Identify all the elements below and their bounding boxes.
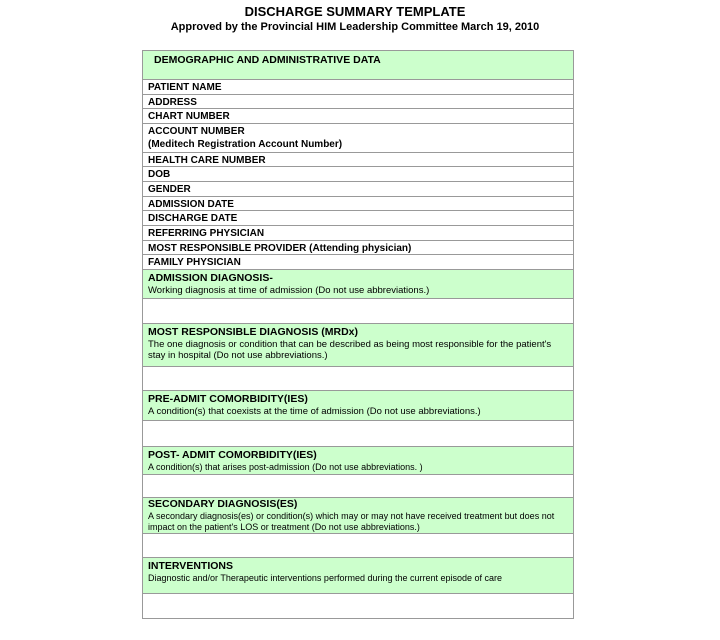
- pre-admit-comorbidities-entry[interactable]: [143, 421, 573, 447]
- section-interventions: [143, 558, 573, 594]
- field-label: DOB: [148, 169, 171, 180]
- admission-diagnosis-entry[interactable]: [143, 299, 573, 324]
- most-responsible-diagnosis-entry[interactable]: [143, 367, 573, 391]
- field-label: ADMISSION DATE: [148, 199, 234, 210]
- section-most-responsible-diagnosis: [143, 324, 573, 367]
- section-description: Diagnostic and/or Therapeutic interventions performed during the current episode of care: [148, 573, 503, 583]
- document-subtitle: Approved by the Provincial HIM Leadership Committee March 19, 2010: [170, 21, 540, 33]
- section-title: POST- ADMIT COMORBIDITY(IES): [148, 449, 317, 461]
- section-description: A condition(s) that arises post-admission (Do not use abbreviations. ): [148, 462, 423, 472]
- section-title: SECONDARY DIAGNOSIS(ES): [148, 498, 298, 510]
- section-title: MOST RESPONSIBLE DIAGNOSIS (MRDx): [148, 326, 359, 338]
- field-label: GENDER: [148, 184, 191, 195]
- section-description: A condition(s) that coexists at the time of admission (Do not use abbreviations.): [148, 406, 481, 417]
- field-patient-name[interactable]: [143, 80, 573, 95]
- field-label: MOST RESPONSIBLE PROVIDER (Attending physician): [148, 243, 412, 254]
- section-title: PRE-ADMIT COMORBIDITY(IES): [148, 393, 308, 405]
- field-gender[interactable]: [143, 182, 573, 197]
- section-description: The one diagnosis or condition that can be described as being most responsible for the patient's stay in hospital (Do not use abbreviations.): [148, 339, 552, 361]
- discharge-summary-table: [142, 50, 574, 619]
- field-discharge-date[interactable]: [143, 211, 573, 226]
- field-account-number[interactable]: [143, 124, 573, 153]
- section-title: ADMISSION DIAGNOSIS-: [148, 272, 273, 284]
- field-sublabel: (Meditech Registration Account Number): [148, 139, 343, 150]
- demographic-header: DEMOGRAPHIC AND ADMINISTRATIVE DATA: [143, 51, 573, 80]
- field-dob[interactable]: [143, 167, 573, 182]
- field-label: CHART NUMBER: [148, 111, 230, 122]
- field-health-care-number[interactable]: [143, 153, 573, 167]
- section-secondary-diagnoses: [143, 498, 573, 534]
- field-most-responsible-provider[interactable]: [143, 241, 573, 255]
- document-title: DISCHARGE SUMMARY TEMPLATE: [244, 4, 466, 19]
- field-referring-physician[interactable]: [143, 226, 573, 241]
- section-title: INTERVENTIONS: [148, 560, 233, 572]
- section-pre-admit-comorbidities: [143, 391, 573, 421]
- field-label: HEALTH CARE NUMBER: [148, 155, 266, 166]
- field-chart-number[interactable]: [143, 109, 573, 124]
- field-label: FAMILY PHYSICIAN: [148, 257, 241, 268]
- field-address[interactable]: [143, 95, 573, 109]
- secondary-diagnoses-entry[interactable]: [143, 534, 573, 558]
- field-label: PATIENT NAME: [148, 82, 222, 93]
- post-admit-comorbidities-entry[interactable]: [143, 475, 573, 498]
- field-label: REFERRING PHYSICIAN: [148, 228, 265, 239]
- section-post-admit-comorbidities: [143, 447, 573, 475]
- field-family-physician[interactable]: [143, 255, 573, 270]
- section-admission-diagnosis: [143, 270, 573, 299]
- section-description: A secondary diagnosis(es) or condition(s) which may or may not have received treatment but does not impact on the patient's LOS or treatment (Do not use abbreviations.): [148, 511, 555, 532]
- interventions-entry[interactable]: [143, 594, 573, 619]
- field-label: ADDRESS: [148, 97, 197, 108]
- field-admission-date[interactable]: [143, 197, 573, 211]
- field-label: DISCHARGE DATE: [148, 213, 238, 224]
- section-description: Working diagnosis at time of admission (Do not use abbreviations.): [148, 285, 430, 296]
- field-label: ACCOUNT NUMBER: [148, 126, 245, 137]
